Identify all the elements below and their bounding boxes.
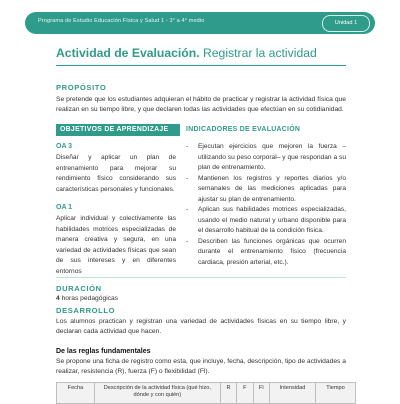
table-header-cell: Fl [253, 383, 269, 404]
indicador-item: - Ejecutan ejercicios que mejoren la fuerza – utilizando su peso corporal– y que respondan a su plan de entrenamiento. [186, 143, 346, 171]
objetivos-header: OBJETIVOS DE APRENDIZAJE [56, 124, 180, 136]
program-title: Programa de Estudio Educación Física y Salud 1 - 3° a 4° medio [38, 18, 205, 24]
duracion-hours: 4 [56, 295, 60, 302]
oa3-title: OA 3 [56, 143, 73, 150]
duracion-text [56, 294, 346, 304]
indicador-item: - Describen las funciones orgánicas que ocurren durante el entrenamiento físico (frecuencia cardiaca, presión arterial, etc.). [186, 237, 346, 266]
title-divider [56, 65, 346, 66]
page-title [56, 46, 317, 60]
duracion-unit: horas pedagógicas [59, 295, 119, 302]
oa3-text: Diseñar y aplicar un plan de entrenamiento para mejorar su rendimiento físico considerando sus características personales y funcionales. [56, 154, 176, 193]
proposito-text: Se pretende que los estudiantes adquieran el hábito de practicar y registrar la actividad física que realizan en su tiempo libre, y que declaren todas las actividades que efectúan en su cotidianidad. [56, 96, 346, 114]
page-title-rest: Registrar la actividad [199, 46, 317, 60]
desarrollo-label: DESARROLLO [56, 306, 116, 315]
reglas-title: De las reglas fundamentales [56, 348, 151, 355]
table-header-row [57, 383, 356, 404]
table-header-cell: F [237, 383, 253, 404]
indicadores-header: INDICADORES DE EVALUACIÓN [182, 124, 346, 136]
table-header-cell: Descripción de la actividad física (qué hizo, dónde y con quién) [94, 383, 220, 404]
table-header-cell: Intensidad [269, 383, 315, 404]
oa1-title: OA 1 [56, 204, 73, 211]
reglas-text: Se propone una ficha de registro como esta, que incluye, fecha, descripción, tipo de actividades a realizar, resistencia (R), fuerza (F) o flexibilidad (Fl). [56, 358, 346, 376]
table-header-cell: Fecha [57, 383, 95, 404]
table-header-cell: R [220, 383, 236, 404]
indicador-item: - Aplican sus habilidades motrices especializadas, usando el medio natural y urbano disponible para el desarrollo habitual de la condición física. [186, 206, 346, 234]
unit-badge: Unidad 1 [322, 15, 370, 32]
desarrollo-text: Los alumnos practican y registran una variedad de actividades físicas en su tiempo libre, y declaran cada actividad que hacen. [56, 318, 346, 336]
oa1-text: Aplicar individual y colectivamente las habilidades motrices especializadas de manera creativa y segura, en una variedad de actividades físicas que sean de sus intereses y en diferentes entornos [56, 215, 176, 275]
document-header [0, 0, 400, 48]
proposito-label: PROPÓSITO [56, 83, 107, 92]
section-divider [56, 277, 346, 278]
indicadores-list [186, 142, 346, 268]
duracion-label: DURACIÓN [56, 284, 102, 293]
registro-table [56, 382, 356, 404]
table-header-cell: Tiempo [316, 383, 356, 404]
page-title-bold: Actividad de Evaluación. [56, 46, 200, 60]
indicador-item: - Mantienen los registros y reportes diarios y/o semanales de las mediciones aplicadas para ajustar su plan de entrenamiento. [186, 174, 346, 203]
